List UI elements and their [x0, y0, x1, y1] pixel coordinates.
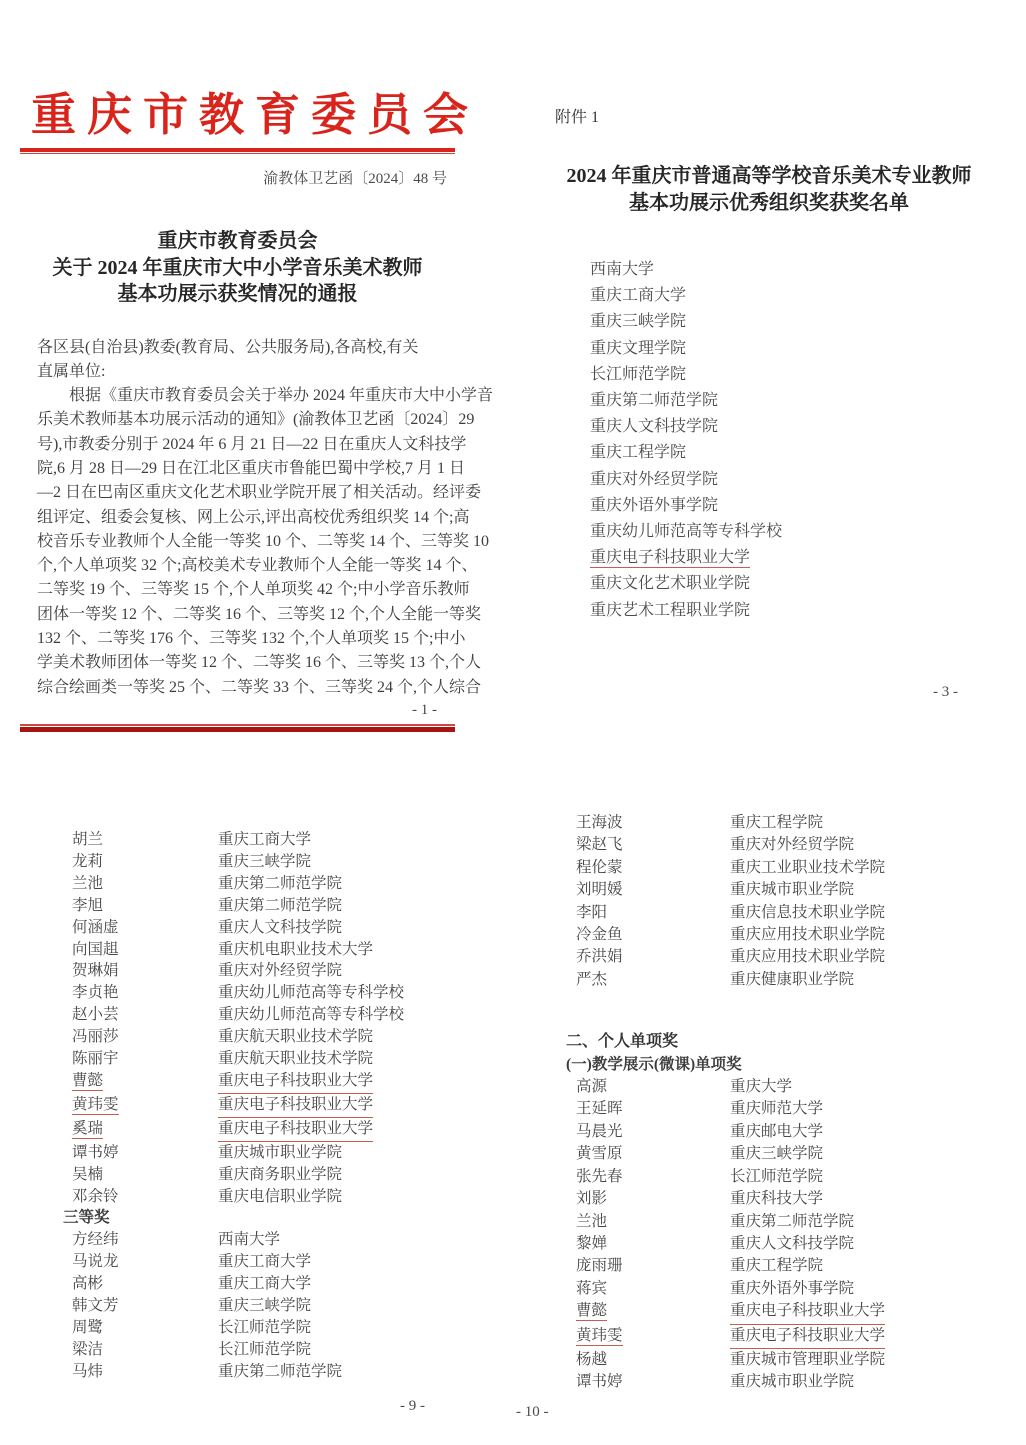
- awardee-school: 长江师范学院: [218, 1318, 312, 1336]
- notice-body: [20, 336, 494, 700]
- awardee-school: 重庆应用技术职业学院: [730, 926, 886, 944]
- page-number-10: - 10 -: [516, 1403, 549, 1420]
- awardee-name: 严杰: [576, 970, 608, 988]
- award-row: [72, 1094, 455, 1118]
- text-line: —2 日在巴南区重庆文化艺术职业学院开展了相关活动。经评委: [37, 484, 482, 502]
- document-number: 渝教体卫艺函〔2024〕48 号: [263, 171, 447, 187]
- section-gap: [530, 991, 1008, 1031]
- award-rows-bottom: [530, 1076, 1008, 1394]
- university-item: [590, 336, 1008, 362]
- awardee-name: 刘明媛: [576, 881, 623, 899]
- university-name: 重庆文理学院: [590, 339, 687, 357]
- awardee-name: 梁洁: [72, 1340, 104, 1358]
- page-number-9: - 9 -: [400, 1397, 425, 1414]
- text-line: 院,6 月 28 日—29 日在江北区重庆市鲁能巴蜀中学校,7 月 1 日: [37, 459, 466, 477]
- text-line: 校音乐专业教师个人全能一等奖 10 个、二等奖 14 个、三等奖 10: [37, 532, 490, 550]
- awardee-school: 重庆应用技术职业学院: [730, 948, 886, 966]
- awardee-school: 重庆第二师范学院: [730, 1212, 855, 1230]
- university-name: 西南大学: [590, 261, 655, 278]
- text-line: 个,个人单项奖 32 个;高校美术专业教师个人全能一等奖 14 个、: [37, 557, 478, 575]
- award-row: [576, 1188, 1008, 1210]
- awardee-school: 重庆第二师范学院: [218, 1362, 343, 1380]
- award-row: [576, 879, 1008, 901]
- awardee-name: 冷金鱼: [576, 926, 623, 944]
- award-row: [72, 1229, 455, 1251]
- awardee-name: 李阳: [576, 903, 608, 921]
- university-name: 重庆外语外事学院: [590, 496, 719, 514]
- awardee-school: 长江师范学院: [218, 1340, 312, 1358]
- awardee-name: 谭书婷: [72, 1143, 119, 1161]
- awardee-name: 曹懿: [576, 1302, 608, 1320]
- university-item: [590, 440, 1008, 466]
- award-row: [72, 917, 455, 939]
- awardee-school: 重庆工业职业技术学院: [730, 858, 886, 876]
- award-row: [576, 1300, 1008, 1324]
- text-line: 基本功展示获奖情况的通报: [117, 283, 358, 305]
- text-line: 号),市教委分别于 2024 年 6 月 21 日—22 日在重庆人文科技学: [37, 435, 467, 453]
- text-line: 二等奖 19 个、三等奖 15 个,个人单项奖 42 个;中小学音乐教师: [37, 581, 470, 599]
- awardee-name: 兰池: [72, 874, 104, 892]
- award-row: [72, 939, 455, 961]
- text-line: 2024 年重庆市普通高等学校音乐美术专业教师: [566, 165, 972, 187]
- university-name: 重庆工程学院: [590, 444, 687, 462]
- awardee-school: 重庆科技大学: [730, 1190, 824, 1208]
- awardee-school: 重庆人文科技学院: [218, 918, 343, 936]
- award-rows: [20, 829, 455, 1383]
- awardee-school: 重庆航天职业技术学院: [218, 1050, 374, 1068]
- awardee-school: 西南大学: [218, 1231, 281, 1249]
- award-row: [576, 969, 1008, 991]
- subsection-header: (一)教学展示(微课)单项奖: [566, 1055, 742, 1073]
- award-row: [72, 1118, 455, 1142]
- page-10-award-list: [516, 812, 1008, 1421]
- university-item: [590, 309, 1008, 335]
- awardee-name: 谭书婷: [576, 1373, 623, 1391]
- awardee-name: 陈丽宇: [72, 1050, 119, 1068]
- award-row: [72, 829, 455, 851]
- university-item: [590, 519, 1008, 545]
- page-number-1: - 1 -: [412, 701, 437, 718]
- university-item: [590, 545, 1008, 571]
- award-row: [72, 1339, 455, 1361]
- masthead-red-rule: [20, 148, 455, 155]
- page-1-notice: [20, 86, 494, 732]
- award-row: [72, 1317, 455, 1339]
- award-row: [72, 982, 455, 1004]
- award-row: [72, 1048, 455, 1070]
- university-item: [590, 493, 1008, 519]
- awardee-school: 重庆工商大学: [218, 1253, 312, 1271]
- awardee-school: 重庆城市职业学院: [218, 1143, 343, 1161]
- award-grade-header: 三等奖: [63, 1209, 110, 1227]
- awardee-school: 重庆城市职业学院: [730, 1373, 855, 1391]
- award-row: [72, 1026, 455, 1048]
- awardee-name: 韩文芳: [72, 1297, 119, 1315]
- awardee-name: 黎婵: [576, 1234, 608, 1252]
- award-row: [72, 1361, 455, 1383]
- awardee-school: 重庆工商大学: [218, 1275, 312, 1293]
- awardee-name: 兰池: [576, 1212, 608, 1230]
- awardee-school: 重庆城市管理职业学院: [730, 1350, 886, 1368]
- attachment-label: 附件 1: [555, 109, 600, 126]
- text-line: 综合绘画类一等奖 25 个、二等奖 33 个、三等奖 24 个,个人综合: [37, 678, 482, 696]
- page-3-attachment-1: [530, 104, 1008, 701]
- award-row: [576, 1166, 1008, 1188]
- award-row: [576, 1143, 1008, 1165]
- award-row: [576, 1211, 1008, 1233]
- award-row: [72, 1273, 455, 1295]
- awardee-school: 重庆电子科技职业大学: [218, 1070, 373, 1094]
- university-item: [590, 598, 1008, 624]
- university-item: [590, 467, 1008, 493]
- award-row: [576, 1371, 1008, 1393]
- award-row: [576, 1278, 1008, 1300]
- university-item: [590, 571, 1008, 597]
- university-name: 重庆人文科技学院: [590, 418, 719, 436]
- university-name: 重庆工商大学: [590, 287, 687, 305]
- agency-masthead-title: 重庆市教育委员会: [31, 90, 480, 140]
- university-item: [590, 283, 1008, 309]
- awardee-name: 奚瑞: [72, 1119, 104, 1137]
- award-rows-top: [530, 812, 1008, 991]
- award-row: [72, 873, 455, 895]
- university-name: 重庆艺术工程职业学院: [590, 601, 751, 619]
- award-row: [576, 857, 1008, 879]
- page-number-3: - 3 -: [933, 683, 958, 700]
- awardee-name: 邓余铃: [72, 1187, 119, 1205]
- awardee-name: 何涵虚: [72, 918, 119, 936]
- university-name: 重庆三峡学院: [590, 313, 687, 331]
- award-row: [72, 960, 455, 982]
- awardee-name: 王延晖: [576, 1100, 623, 1118]
- award-row: [576, 1076, 1008, 1098]
- award-row: [576, 1233, 1008, 1255]
- university-item: [590, 362, 1008, 388]
- university-name: 重庆第二师范学院: [590, 392, 719, 410]
- university-item: [590, 414, 1008, 440]
- award-row: [576, 946, 1008, 968]
- awardee-school: 重庆工程学院: [730, 814, 824, 831]
- awardee-name: 黄雪原: [576, 1145, 623, 1163]
- awardee-name: 周鹭: [72, 1318, 104, 1336]
- awardee-name: 方经纬: [72, 1231, 119, 1249]
- text-line: 乐美术教师基本功展示活动的通知》(渝教体卫艺函〔2024〕29: [37, 411, 475, 429]
- text-line: 各区县(自治县)教委(教育局、公共服务局),各高校,有关: [37, 338, 419, 356]
- awardee-school: 重庆电子科技职业大学: [730, 1325, 885, 1349]
- awardee-name: 向国趄: [72, 940, 119, 958]
- award-row: [576, 1121, 1008, 1143]
- page-9-award-list: [20, 829, 455, 1415]
- awardee-name: 马炜: [72, 1362, 104, 1380]
- awardee-school: 重庆邮电大学: [730, 1122, 824, 1140]
- award-row: [72, 851, 455, 873]
- award-row: [72, 1004, 455, 1026]
- awardee-school: 重庆第二师范学院: [218, 896, 343, 914]
- award-row: [576, 834, 1008, 856]
- awardee-school: 重庆信息技术职业学院: [730, 903, 886, 921]
- university-name: 重庆文化艺术职业学院: [590, 575, 751, 593]
- awardee-name: 王海波: [576, 814, 623, 831]
- award-row: [576, 1098, 1008, 1120]
- awardee-name: 黄玮雯: [576, 1326, 623, 1344]
- awardee-name: 乔洪娟: [576, 948, 623, 966]
- award-row: [576, 1325, 1008, 1349]
- awardee-school: 重庆外语外事学院: [730, 1279, 855, 1297]
- university-list: [530, 257, 1008, 624]
- university-name: 长江师范学院: [590, 365, 687, 383]
- awardee-school: 重庆三峡学院: [730, 1145, 824, 1163]
- awardee-name: 贺琳娟: [72, 962, 119, 980]
- awardee-school: 重庆三峡学院: [218, 1297, 312, 1315]
- award-row: [72, 1295, 455, 1317]
- text-line: 学美术教师团体一等奖 12 个、二等奖 16 个、三等奖 13 个,个人: [37, 654, 482, 672]
- text-line: 直属单位:: [37, 362, 106, 380]
- awardee-school: 重庆城市职业学院: [730, 881, 855, 899]
- awardee-name: 程伦蒙: [576, 858, 623, 876]
- awardee-name: 张先春: [576, 1167, 623, 1185]
- awardee-school: 重庆幼儿师范高等专科学校: [218, 1006, 405, 1024]
- section-header: 二、个人单项奖: [566, 1033, 679, 1051]
- award-row: [72, 895, 455, 917]
- university-name: 重庆对外经贸学院: [590, 470, 719, 488]
- awardee-name: 马晨光: [576, 1122, 623, 1140]
- awardee-school: 重庆三峡学院: [218, 852, 312, 870]
- text-line: 团体一等奖 12 个、二等奖 16 个、三等奖 12 个,个人全能一等奖: [37, 605, 482, 623]
- awardee-school: 重庆人文科技学院: [730, 1234, 855, 1252]
- award-row: [576, 924, 1008, 946]
- awardee-name: 梁赵飞: [576, 836, 623, 854]
- award-row: [72, 1164, 455, 1186]
- award-row: [72, 1070, 455, 1094]
- university-item: [590, 257, 1008, 283]
- award-row: [72, 1142, 455, 1164]
- awardee-name: 龙莉: [72, 852, 104, 870]
- award-row: [576, 902, 1008, 924]
- award-row: [576, 1349, 1008, 1371]
- awardee-school: 重庆第二师范学院: [218, 874, 343, 892]
- awardee-name: 杨越: [576, 1350, 608, 1368]
- awardee-school: 重庆对外经贸学院: [730, 836, 855, 854]
- awardee-name: 赵小芸: [72, 1006, 119, 1024]
- awardee-school: 重庆对外经贸学院: [218, 962, 343, 980]
- awardee-school: 重庆机电职业技术大学: [218, 940, 374, 958]
- text-line: 基本功展示优秀组织奖获奖名单: [629, 192, 909, 214]
- page-bottom-red-bar: [20, 724, 455, 732]
- attachment-title: [530, 163, 1008, 217]
- award-row: [72, 1251, 455, 1273]
- awardee-name: 刘影: [576, 1190, 608, 1208]
- awardee-school: 重庆幼儿师范高等专科学校: [218, 984, 405, 1002]
- text-line: 组评定、组委会复核、网上公示,评出高校优秀组织奖 14 个;高: [37, 508, 470, 526]
- awardee-name: 高源: [576, 1078, 608, 1096]
- text-line: 重庆市教育委员会: [157, 230, 318, 252]
- awardee-school: 重庆健康职业学院: [730, 970, 855, 988]
- awardee-school: 重庆航天职业技术学院: [218, 1028, 374, 1046]
- awardee-name: 高彬: [72, 1275, 104, 1293]
- awardee-name: 胡兰: [72, 831, 104, 848]
- text-line: 根据《重庆市教育委员会关于举办 2024 年重庆市大中小学音: [37, 387, 494, 405]
- university-name: 重庆幼儿师范高等专科学校: [590, 523, 783, 541]
- awardee-name: 李贞艳: [72, 984, 119, 1002]
- awardee-school: 长江师范学院: [730, 1167, 824, 1185]
- awardee-name: 蒋宾: [576, 1279, 608, 1297]
- university-name: 重庆电子科技职业大学: [590, 549, 751, 567]
- awardee-name: 马说龙: [72, 1253, 119, 1271]
- awardee-school: 重庆工商大学: [218, 831, 312, 848]
- awardee-school: 重庆电子科技职业大学: [218, 1118, 373, 1142]
- awardee-school: 重庆电信职业学院: [218, 1187, 343, 1205]
- awardee-school: 重庆工程学院: [730, 1257, 824, 1275]
- text-line: 132 个、二等奖 176 个、三等奖 132 个,个人单项奖 15 个;中小: [37, 630, 466, 648]
- awardee-name: 冯丽莎: [72, 1028, 119, 1046]
- text-line: 关于 2024 年重庆市大中小学音乐美术教师: [52, 256, 423, 279]
- notice-title: [20, 228, 455, 308]
- awardee-name: 黄玮雯: [72, 1095, 119, 1113]
- university-item: [590, 388, 1008, 414]
- awardee-name: 庞雨珊: [576, 1257, 623, 1275]
- awardee-name: 吴楠: [72, 1165, 104, 1183]
- awardee-name: 李旭: [72, 896, 104, 914]
- awardee-school: 重庆师范大学: [730, 1100, 824, 1118]
- awardee-school: 重庆商务职业学院: [218, 1165, 343, 1183]
- awardee-school: 重庆大学: [730, 1078, 793, 1096]
- awardee-school: 重庆电子科技职业大学: [730, 1300, 885, 1324]
- awardee-school: 重庆电子科技职业大学: [218, 1094, 373, 1118]
- award-row: [72, 1186, 455, 1208]
- award-row: [576, 812, 1008, 834]
- awardee-name: 曹懿: [72, 1071, 104, 1089]
- award-row: [576, 1255, 1008, 1277]
